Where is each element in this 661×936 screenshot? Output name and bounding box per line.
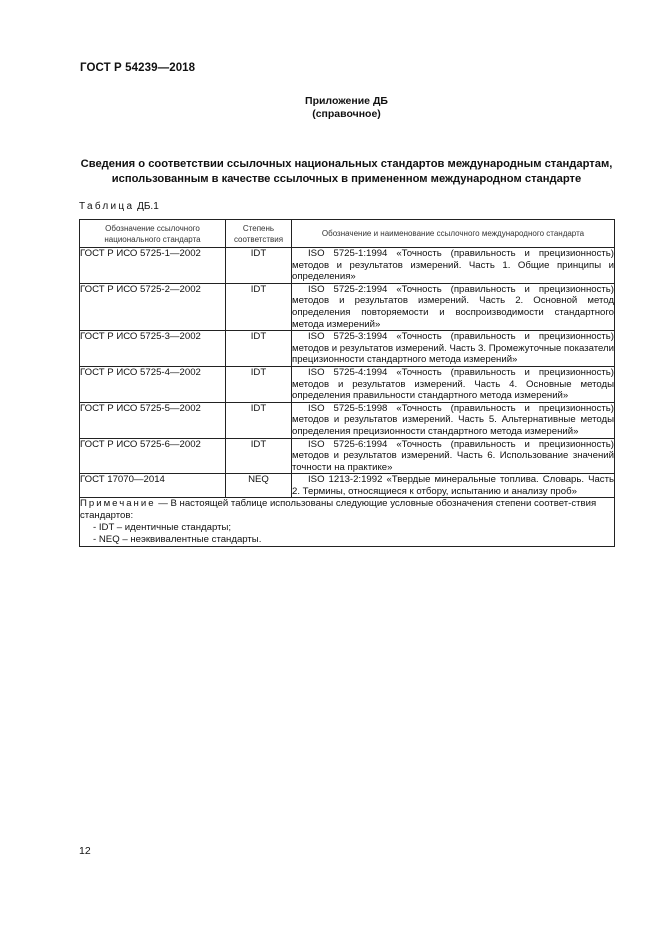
note-lead: Примечание (80, 498, 156, 510)
note-item-idt: - IDT – идентичные стандарты; (93, 522, 232, 534)
table-row (80, 366, 615, 402)
note-item-neq: - NEQ – неэквивалентные стандарты. (93, 533, 262, 545)
note-body: — В настоящей таблице использованы следующие условные обозначения степени соответ-ствия стандартов: (80, 498, 597, 522)
degree-cell: IDT (226, 331, 292, 367)
appendix-title (0, 95, 661, 121)
international-standard-cell: ISO 5725-3:1994 «Точность (правильность и прецизионность) методов и результатов измерений. Часть 3. Промежуточные показатели прецизионности стандартного метода измерений» (292, 331, 614, 366)
international-standard-cell: ISO 5725-2:1994 «Точность (правильность и прецизионность) методов и результатов измерений. Часть 2. Основной метод определения повторяемости и воспроизводимости стандартного метода измерений» (292, 283, 614, 330)
degree-cell: IDT (226, 402, 292, 438)
section-heading-line2: использованным в качестве ссылочных в примененном международном стандарте (111, 172, 582, 185)
header-international-standard: Обозначение и наименование ссылочного международного стандарта (292, 220, 615, 248)
header-degree: Степень соответствия (226, 220, 292, 248)
national-standard-cell: ГОСТ 17070—2014 (80, 474, 226, 498)
table-row (80, 248, 615, 284)
table-label-number: ДБ.1 (137, 201, 159, 212)
international-standard-cell: ISO 5725-5:1998 «Точность (правильность и прецизионность) методов и результатов измерений. Часть 5. Альтернативные методы определения прецизионности стандартного метода измерений» (292, 402, 614, 437)
table-note-row (80, 498, 615, 546)
international-standard-cell: ISO 1213-2:1992 «Твердые минеральные топлива. Словарь. Часть 2. Термины, относящиеся к отбору, испытанию и анализу проб» (292, 474, 614, 497)
table-row (80, 283, 615, 330)
table-header-row (80, 220, 615, 248)
reference-table (79, 219, 615, 547)
section-heading-line1: Сведения о соответствии ссылочных национальных стандартов международным стандартам, (80, 158, 613, 170)
table-row (80, 438, 615, 474)
national-standard-cell: ГОСТ Р ИСО 5725-2—2002 (80, 283, 226, 330)
appendix-type: (справочное) (312, 108, 381, 120)
appendix-name: Приложение ДБ (305, 95, 388, 107)
page-number: 12 (79, 845, 91, 857)
national-standard-cell: ГОСТ Р ИСО 5725-4—2002 (80, 366, 226, 402)
header-national-standard: Обозначение ссылочного национального стандарта (80, 220, 226, 248)
table-row (80, 402, 615, 438)
national-standard-cell: ГОСТ Р ИСО 5725-1—2002 (80, 248, 226, 284)
international-standard-cell: ISO 5725-6:1994 «Точность (правильность и прецизионность) методов и результатов измерений. Часть 6. Использование значений точности на практике» (292, 438, 614, 473)
international-standard-cell: ISO 5725-4:1994 «Точность (правильность и прецизионность) методов и результатов измерений. Часть 4. Основные методы определения правильности стандартного метода измерений» (292, 366, 614, 402)
national-standard-cell: ГОСТ Р ИСО 5725-5—2002 (80, 402, 226, 438)
note-text (80, 498, 614, 522)
table-label-word: Таблица (79, 201, 135, 212)
degree-cell: IDT (226, 366, 292, 402)
section-heading (80, 157, 613, 186)
degree-cell: IDT (226, 248, 292, 284)
degree-cell: NEQ (226, 474, 292, 498)
national-standard-cell: ГОСТ Р ИСО 5725-3—2002 (80, 331, 226, 367)
table-row (80, 474, 615, 498)
table-label (79, 201, 159, 212)
table-note (80, 498, 615, 546)
degree-cell: IDT (226, 283, 292, 330)
table-row (80, 331, 615, 367)
degree-cell: IDT (226, 438, 292, 474)
document-code: ГОСТ Р 54239—2018 (80, 62, 196, 74)
international-standard-cell: ISO 5725-1:1994 «Точность (правильность и прецизионность) методов и результатов измерений. Часть 1. Общие принципы и определения» (292, 248, 614, 283)
national-standard-cell: ГОСТ Р ИСО 5725-6—2002 (80, 438, 226, 474)
